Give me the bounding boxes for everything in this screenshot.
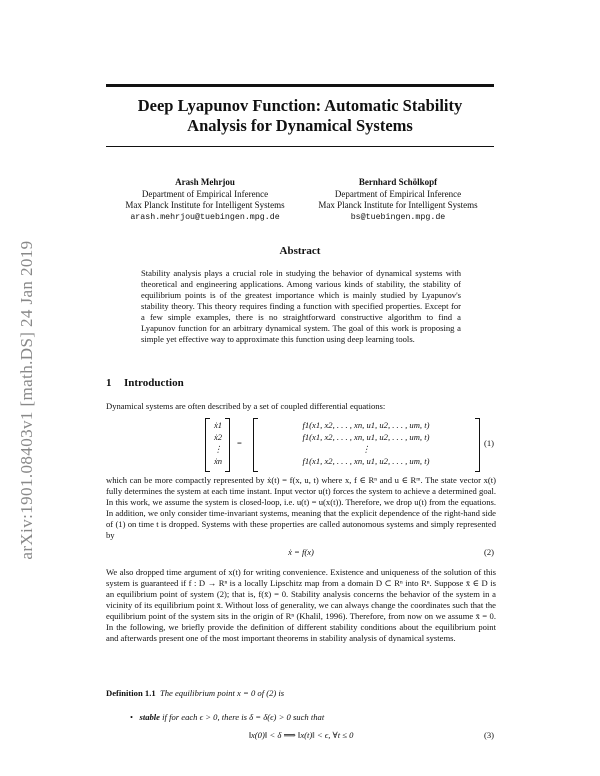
- list-item: • stable if for each ϵ > 0, there is δ = δ(ϵ) > 0 such that: [130, 712, 325, 722]
- abstract-text: Stability analysis plays a crucial role in studying the behavior of dynamical systems with theoretical and engineering applications. Among various kinds of stability, the stability of equilibrium points is of the greatest importance which is mainly studied by Lyapunov's stability theory. This theory requires finding a function with specified properties. Except for a few simple examples, there is no straightforward constructive algorithm to find a Lyapunov function for an arbitrary dynamical system. The goal of this work is proposing a simple yet effective way to approximate this function using deep learning tools.: [141, 268, 461, 344]
- author-email[interactable]: bs@tuebingen.mpg.de: [350, 212, 446, 222]
- author-email[interactable]: arash.mehrjou@tuebingen.mpg.de: [130, 212, 280, 222]
- equation-number: (3): [483, 730, 494, 740]
- paragraph: Dynamical systems are often described by a set of coupled differential equations:: [106, 401, 386, 411]
- title-bottom-rule: [106, 146, 494, 147]
- arxiv-identifier: arXiv:1901.08403v1 [math.DS] 24 Jan 2019: [17, 240, 36, 560]
- definition: Definition 1.1 The equilibrium point x = 0 of (2) is: [106, 688, 285, 698]
- section-heading: 1 Introduction: [106, 377, 184, 389]
- equation-2: ẋ = f(x): [288, 547, 314, 557]
- paper-title: Deep Lyapunov Function: Automatic Stability Analysis for Dynamical Systems: [137, 96, 463, 135]
- equation-number: (2): [483, 547, 494, 557]
- author-block: Bernhard Schölkopf Department of Empirical Inference Max Planck Institute for Intelligent Systems bs@tuebingen.mpg.de: [303, 177, 493, 223]
- arxiv-sidebar: [12, 200, 42, 600]
- equation-number: (1): [483, 438, 494, 448]
- abstract-heading: Abstract: [279, 245, 321, 257]
- author-block: Arash Mehrjou Department of Empirical Inference Max Planck Institute for Intelligent Systems arash.mehrjou@tuebingen.mpg.de: [110, 177, 300, 223]
- top-rule: [106, 84, 494, 87]
- equation-1: ẋ1 ẋ2 ⋮ ẋn = f1(x1, x2, . . . , xn, u1, u2, . . . , um, t) f1(x1, x2, . . . , xn, u1, u2, . . . , um, t) ⋮ f1(x1, x2, . . . , xn, u1, u2, . . . , um, t): [205, 418, 505, 470]
- paragraph: which can be more compactly represented by ẋ(t) = f(x, u, t) where x, f ∈ Rⁿ and u ∈ Rᵐ. The state vector x(t) fully determines the system at each time instant. Input vector u(t) forces the system to achieve a determined goal. In this work, we assume the system is closed-loop, i.e. u(t) = u(x(t)). Therefore, we drop u(t) from the equations. In addition, we only consider time-invariant systems, meaning that the explicit dependence of the right-hand side of (1) on time t is dropped. Systems with these properties are called autonomous systems and simply represented by: [106, 475, 496, 540]
- paragraph: We also dropped time argument of x(t) for writing convenience. Existence and uniqueness of the solution of this system is guaranteed if f : D → Rⁿ is a locally Lipschitz map from a domain D ⊂ Rⁿ into Rⁿ. Suppose x̄ ∈ D is an equilibrium point of system (2); that is, f(x̄) = 0. Stability analysis concerns the behavior of the system in a vicinity of its equilibrium point x̄. Without loss of generality, we can always change the coordinates such that the equilibrium point of the system sits in the origin of Rⁿ (Khalil, 1996). Therefore, from now on we assume x̄ = 0. In the following, we briefly provide the definition of different stability conditions about the equilibrium point and afterwards present one of the most important theorems in stability analysis of dynamical systems.: [106, 567, 496, 643]
- equation-3: ‖x(0)‖ < δ ⟹ ‖x(t)‖ < ϵ, ∀t ≤ 0: [248, 730, 354, 740]
